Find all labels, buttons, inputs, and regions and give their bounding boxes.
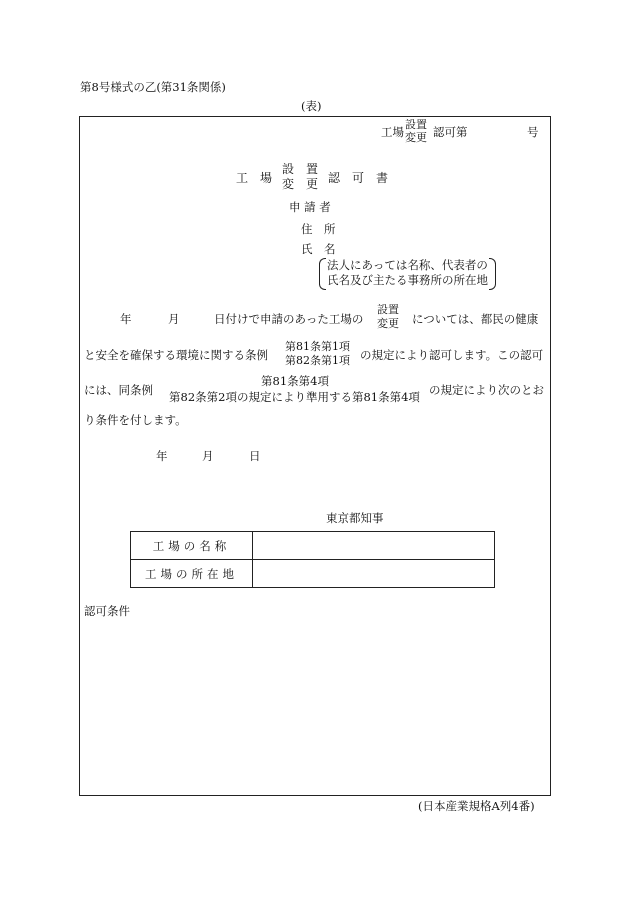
body-year: 年 (120, 312, 132, 326)
body-line1-choice (377, 303, 399, 331)
body-line1-text: 日付けで申請のあった工場の (214, 312, 364, 326)
applicant-heading: 申 請 者 (289, 200, 331, 214)
permit-option-change: 変更 (405, 131, 427, 144)
body-line3-lead: には、同条例 (84, 383, 153, 397)
address-label: 住 所 (301, 222, 336, 236)
body-line2-lead: と安全を確保する環境に関する条例 (84, 348, 268, 362)
front-label: (表) (301, 99, 322, 113)
date-year: 年 (156, 449, 168, 463)
article-81-1: 第81条第1項 (285, 340, 350, 353)
issuer: 東京都知事 (326, 511, 384, 525)
table-row (131, 560, 495, 588)
body-line1-tail: については、都民の健康 (412, 312, 539, 326)
factory-info-table (130, 531, 495, 588)
factory-name-label: 工場の名称 (131, 532, 253, 560)
body-line2-tail: の規定により認可します。この認可 (360, 348, 544, 362)
title-option-install: 設 置 (282, 162, 319, 176)
corporate-note (327, 258, 488, 288)
left-bracket (319, 258, 326, 290)
title-suffix: 認 可 書 (328, 171, 389, 185)
title-type-choice (282, 162, 318, 192)
permit-prefix: 工場 (381, 125, 404, 139)
body-option-install: 設置 (377, 303, 399, 316)
right-bracket (489, 258, 496, 290)
permit-type-choice (405, 118, 427, 144)
form-number: 第8号様式の乙(第31条関係) (80, 80, 226, 94)
date-day: 日 (249, 449, 261, 463)
paper-size-note: (日本産業規格A列4番) (418, 799, 535, 813)
factory-name-value[interactable] (253, 532, 495, 560)
conditions-label: 認可条件 (84, 604, 130, 618)
permit-suffix: 号 (527, 125, 539, 139)
body-month: 月 (168, 312, 180, 326)
permit-option-install: 設置 (405, 118, 427, 131)
name-label: 氏 名 (301, 242, 336, 256)
date-month: 月 (202, 449, 214, 463)
title-prefix: 工 場 (236, 171, 273, 185)
body-line3-tail: の規定により次のとお (429, 383, 544, 397)
body-option-change: 変更 (377, 317, 399, 330)
factory-location-value[interactable] (253, 560, 495, 588)
article-82-1: 第82条第1項 (285, 354, 350, 367)
table-row (131, 532, 495, 560)
body-line2-choice (285, 340, 350, 368)
form-frame (79, 116, 551, 796)
corporate-note-line1: 法人にあっては名称、代表者の (327, 258, 488, 272)
article-82-2: 第82条第2項の規定により準用する第81条第4項 (169, 390, 420, 404)
body-line4: り条件を付します。 (84, 413, 187, 427)
factory-location-label: 工場の所在地 (131, 560, 253, 588)
corporate-note-line2: 氏名及び主たる事務所の所在地 (327, 273, 488, 287)
title-option-change: 変 更 (282, 177, 319, 191)
article-81-4: 第81条第4項 (261, 374, 329, 388)
permit-mid: 認可第 (433, 125, 468, 139)
